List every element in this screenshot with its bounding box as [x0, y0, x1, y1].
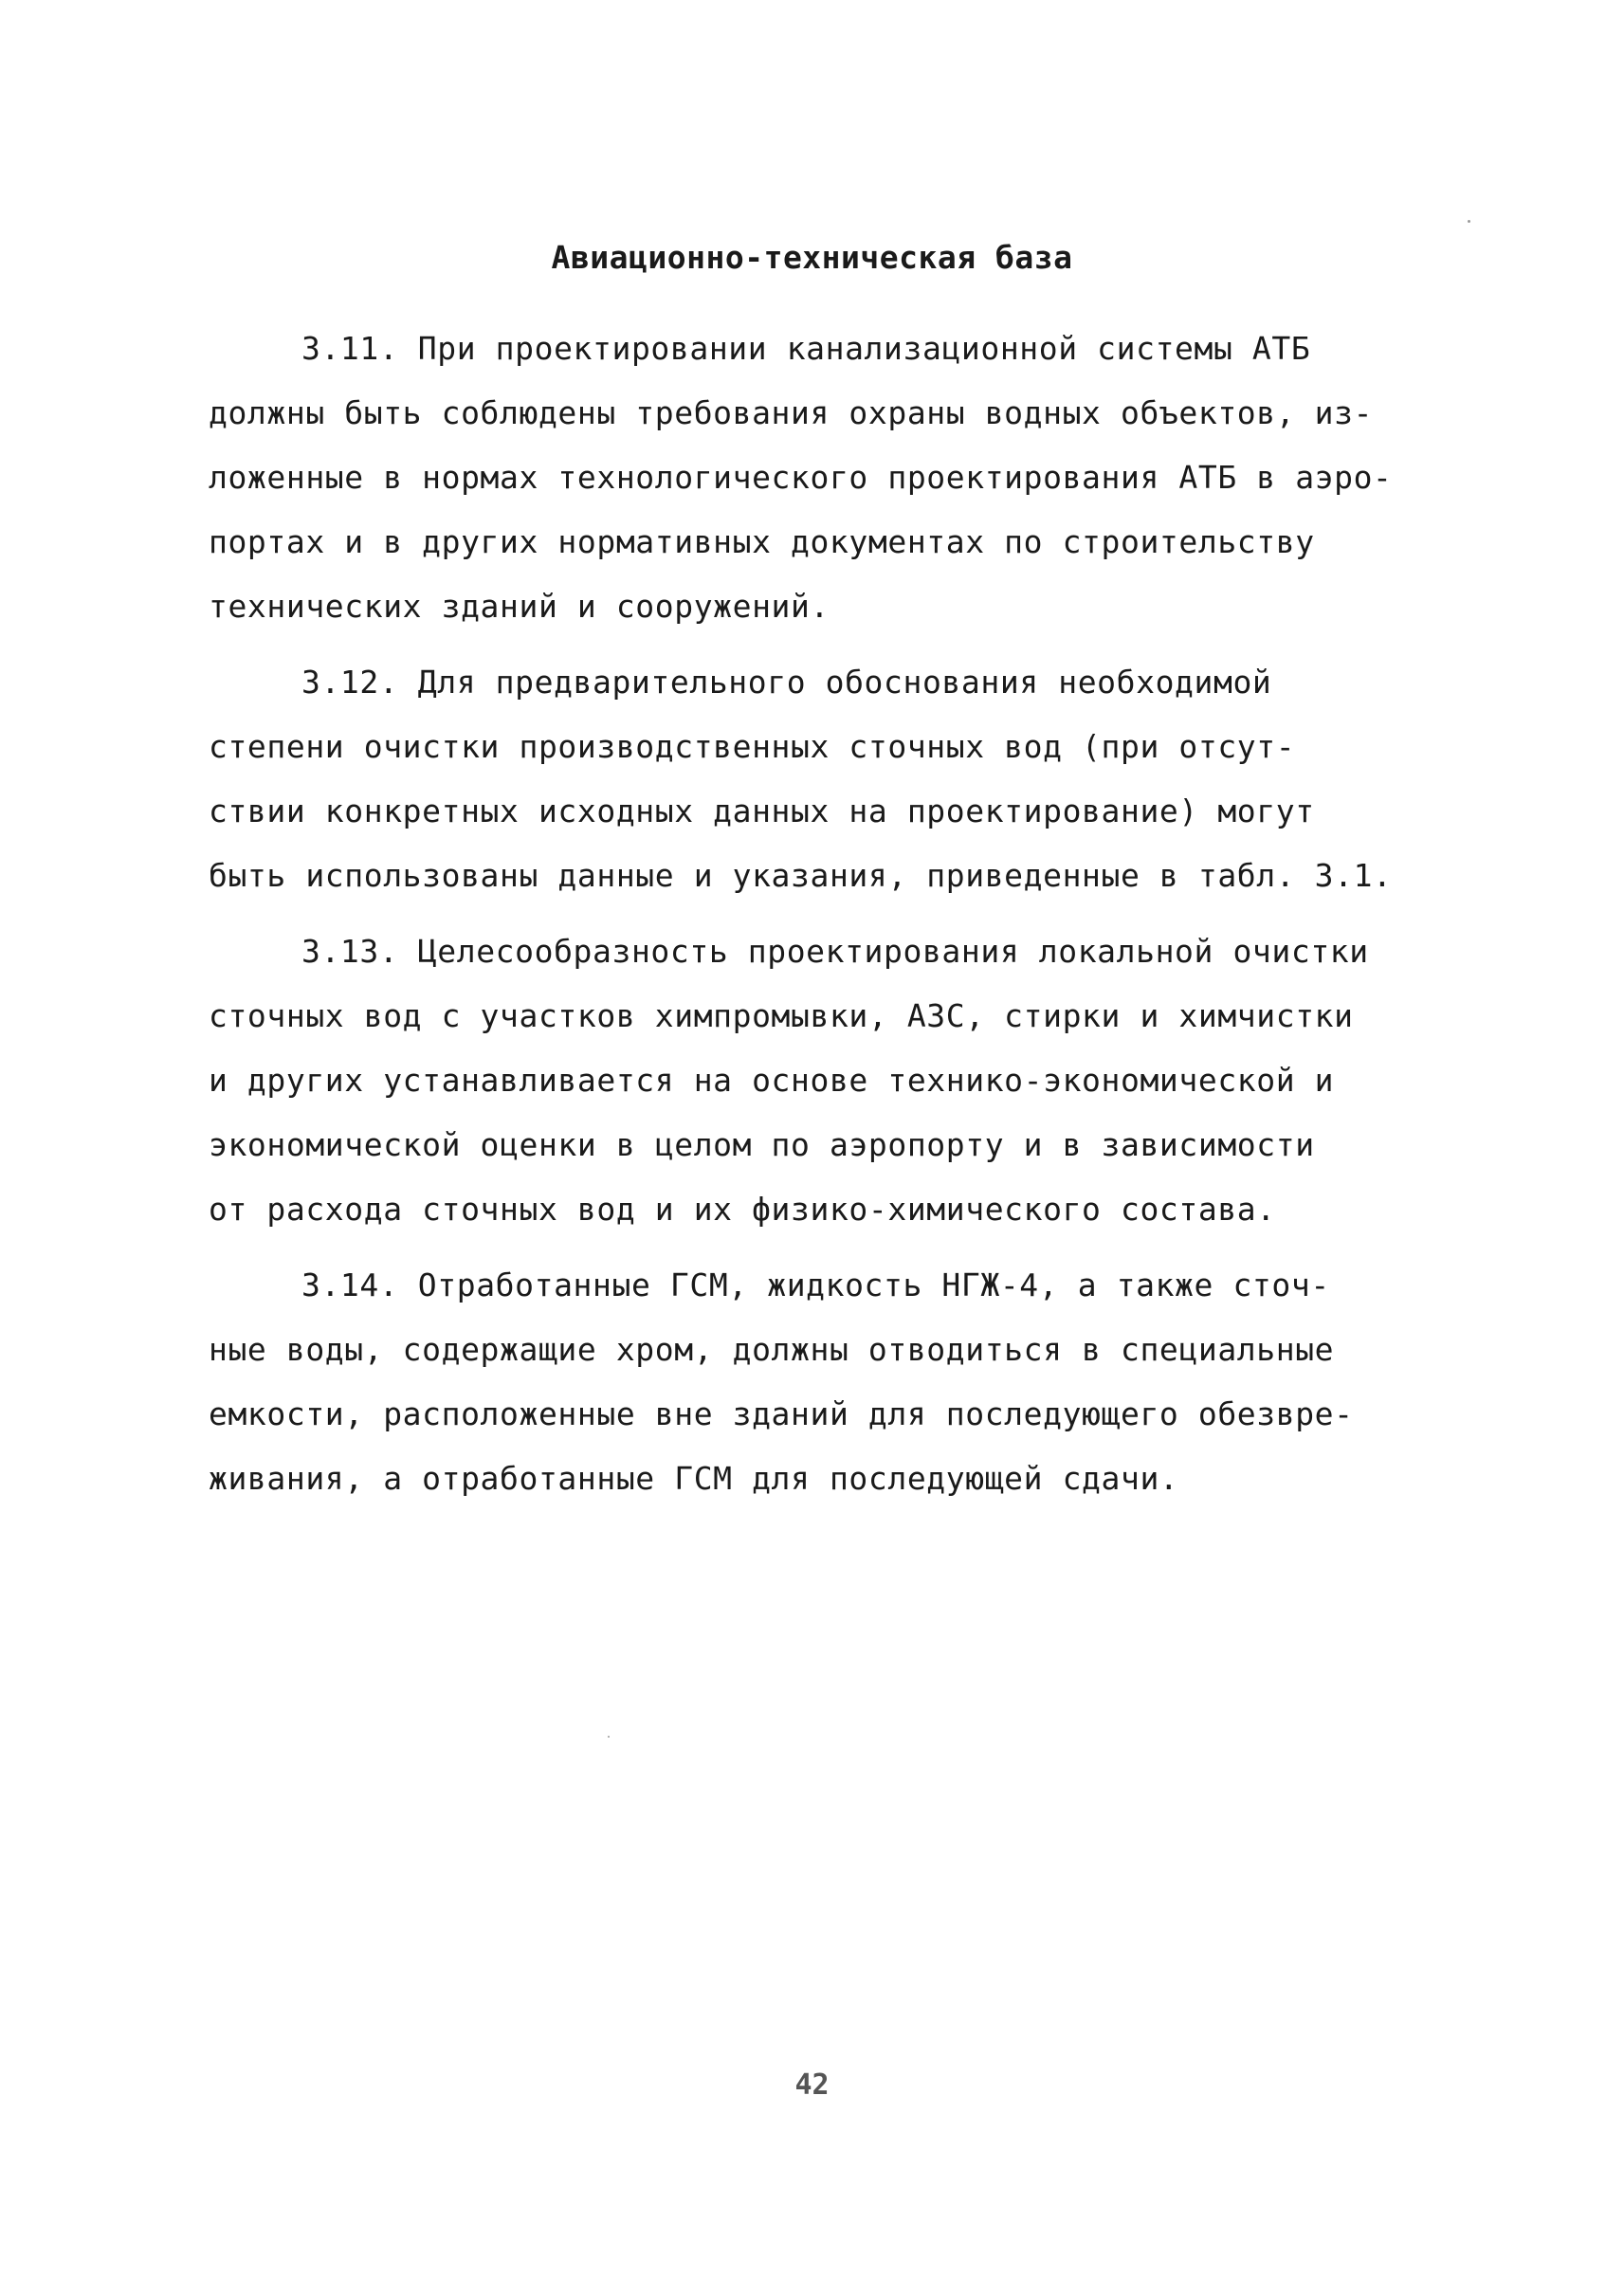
- page-number: 42: [794, 2068, 830, 2102]
- paragraph-3-13-line-1: 3.13. Целесообразность проектирования локальной очистки: [301, 933, 1369, 970]
- paragraph-3-14-line-2: ные воды, содержащие хром, должны отводиться в специальные: [209, 1331, 1335, 1368]
- paragraph-3-14-line-4: живания, а отработанные ГСМ для последующей сдачи.: [209, 1460, 1179, 1497]
- paragraph-3-11-line-1: 3.11. При проектировании канализационной системы АТБ: [301, 330, 1311, 367]
- paragraph-3-14-line-1: 3.14. Отработанные ГСМ, жидкость НГЖ-4, а также сточ-: [301, 1266, 1330, 1303]
- paragraph-3-13-line-2: сточных вод с участков химпромывки, АЗС, стирки и химчистки: [209, 997, 1354, 1034]
- paragraph-3-12-line-3: ствии конкретных исходных данных на проектирование) могут: [209, 793, 1315, 829]
- paragraph-3-12-line-1: 3.12. Для предварительного обоснования необходимой: [301, 664, 1272, 701]
- paragraph-3-11-line-2: должны быть соблюдены требования охраны водных объектов, из-: [209, 394, 1374, 431]
- paragraph-3-14-line-3: емкости, расположенные вне зданий для последующего обезвре-: [209, 1395, 1354, 1432]
- paragraph-3-11-line-4: портах и в других нормативных документах по строительству: [209, 523, 1315, 560]
- paragraph-3-13-line-3: и других устанавливается на основе технико-экономической и: [209, 1062, 1335, 1099]
- paragraph-3-11-line-5: технических зданий и сооружений.: [209, 588, 830, 625]
- paragraph-3-13-line-5: от расхода сточных вод и их физико-химического состава.: [209, 1191, 1276, 1228]
- paragraph-3-11-line-3: ложенные в нормах технологического проектирования АТБ в аэро-: [209, 459, 1393, 496]
- scan-speck: [608, 1736, 610, 1738]
- section-heading: Авиационно-техническая база: [551, 239, 1073, 276]
- scan-speck: [1468, 220, 1470, 223]
- paragraph-3-12-line-4: быть использованы данные и указания, приведенные в табл. 3.1.: [209, 857, 1393, 894]
- paragraph-3-13-line-4: экономической оценки в целом по аэропорту и в зависимости: [209, 1126, 1315, 1163]
- paragraph-3-12-line-2: степени очистки производственных сточных вод (при отсут-: [209, 728, 1296, 765]
